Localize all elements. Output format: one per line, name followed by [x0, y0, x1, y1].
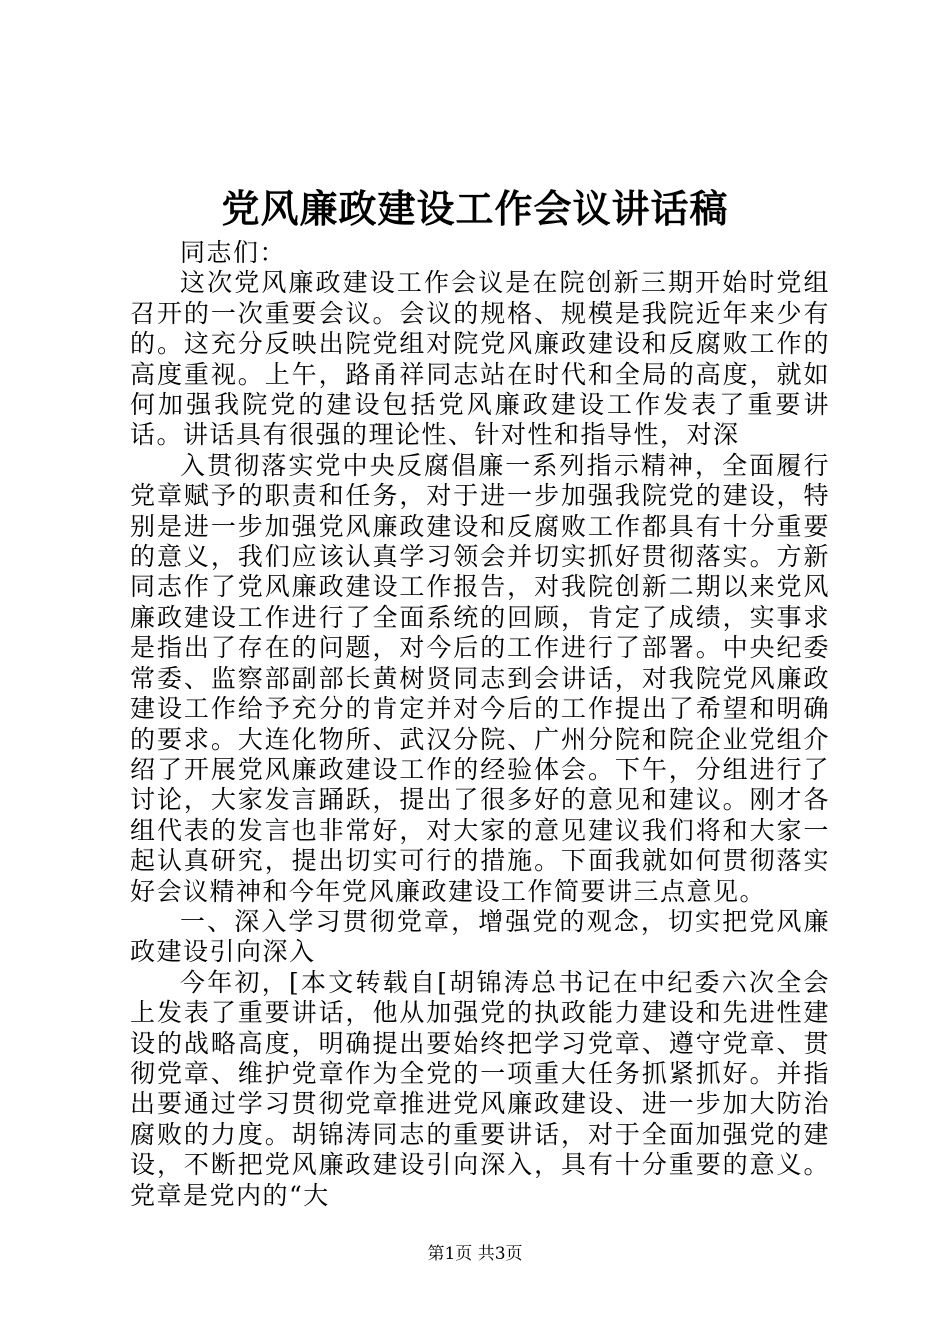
- section-heading: 一、深入学习贯彻党章，增强党的观念，切实把党风廉政建设引向深入: [130, 906, 830, 967]
- salutation: 同志们：: [180, 238, 287, 267]
- document-body: [130, 238, 830, 1211]
- page-number-footer: 第1页 共3页: [427, 1244, 523, 1264]
- document-title: 党风廉政建设工作会议讲话稿: [221, 186, 729, 231]
- body-paragraph: 这次党风廉政建设工作会议是在院创新三期开始时党组召开的一次重要会议。会议的规格、规模是我院近年来少有的。这充分反映出院党组对院党风廉政建设和反腐败工作的高度重视。上午，路甬祥同志站在时代和全局的高度，就如何加强我院党的建设包括党风廉政建设工作发表了重要讲话。讲话具有很强的理论性、针对性和指导性，对深: [130, 268, 830, 450]
- body-paragraph: 入贯彻落实党中央反腐倡廉一系列指示精神，全面履行党章赋予的职责和任务，对于进一步加强我院党的建设，特别是进一步加强党风廉政建设和反腐败工作都具有十分重要的意义，我们应该认真学习领会并切实抓好贯彻落实。方新同志作了党风廉政建设工作报告，对我院创新二期以来党风廉政建设工作进行了全面系统的回顾，肯定了成绩，实事求是指出了存在的问题，对今后的工作进行了部署。中央纪委常委、监察部副部长黄树贤同志到会讲话，对我院党风廉政建设工作给予充分的肯定并对今后的工作提出了希望和明确的要求。大连化物所、武汉分院、广州分院和院企业党组介绍了开展党风廉政建设工作的经验体会。下午，分组进行了讨论，大家发言踊跃，提出了很多好的意见和建议。刚才各组代表的发言也非常好，对大家的意见建议我们将和大家一起认真研究，提出切实可行的措施。下面我就如何贯彻落实好会议精神和今年党风廉政建设工作简要讲三点意见。: [130, 450, 830, 906]
- body-paragraph: 今年初，[本文转载自[胡锦涛总书记在中纪委六次全会上发表了重要讲话，他从加强党的执政能力建设和先进性建设的战略高度，明确提出要始终把学习党章、遵守党章、贯彻党章、维护党章作为全党的一项重大任务抓紧抓好。并指出要通过学习贯彻党章推进党风廉政建设、进一步加大防治腐败的力度。胡锦涛同志的重要讲话，对于全面加强党的建设，不断把党风廉政建设引向深入，具有十分重要的意义。党章是党内的“大: [130, 967, 830, 1210]
